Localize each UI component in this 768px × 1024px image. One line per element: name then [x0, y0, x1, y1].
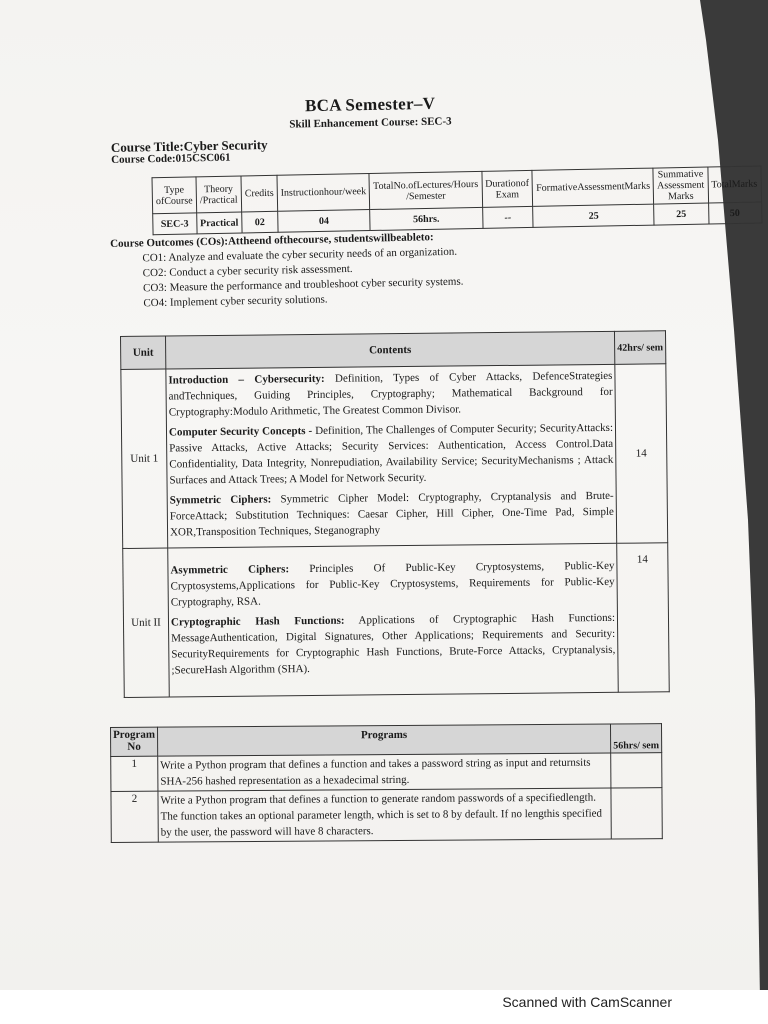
topic-title: Symmetric Ciphers:: [169, 493, 272, 507]
program-no-header: Program No: [111, 727, 158, 756]
topic-text: Symmetric Cipher Model: Cryptography, Cryptanalysis and Brute-ForceAttack; Substitution Techniques: Caesar Cipher, Hill Cipher, One-Time Pad, Simple XOR,Transposition Techniques, Steganography: [169, 489, 614, 539]
table-row: [111, 753, 662, 792]
topic-text: Principles Of Public-Key Cryptosystems, Public-Key Cryptosystems,Applications for Public-Key Cryptosystems, Requirements for Public-Key Cryptography, RSA.: [170, 559, 615, 609]
topic-title: Asymmetric Ciphers:: [170, 563, 290, 577]
topic-title: Introduction – Cybersecurity:: [168, 372, 325, 387]
program-text: Write a Python program that defines a function and takes a password string as input and returnsits SHA-256 hashed representation as a hexadecimal string.: [158, 753, 611, 791]
programs-table: [110, 723, 663, 843]
program-text: Write a Python program that defines a function to generate random passwords of a specifiedlength. The function takes an optional parameter length, which is set to 8 by default. If no lengthis specified by the user, the password will have 8 characters.: [158, 788, 611, 842]
unit-column-header: Unit: [121, 336, 166, 369]
topic-paragraph: [171, 610, 616, 679]
meta-value-cell: Practical: [196, 212, 242, 234]
meta-header-cell: Instructionhour/week: [277, 174, 370, 212]
meta-header-cell: Theory /Practical: [196, 176, 242, 213]
scan-footer: [0, 990, 768, 1024]
programs-column-header: Programs: [158, 724, 611, 756]
topic-paragraph: [170, 558, 614, 611]
table-row: [111, 788, 662, 843]
topic-paragraph: [168, 368, 612, 421]
meta-value-cell: 25: [654, 203, 709, 225]
table-row: [121, 364, 668, 549]
topic-text: Definition, Types of Cyber Attacks, DefenceStrategies andTechniques, Guiding Principles, Cryptography; Mathematical Background for Cryptography:Modulo Arithmetic, The Greatest Common Divisor.: [168, 369, 613, 419]
topic-title: Computer Security Concepts -: [168, 424, 313, 439]
outcome-item: CO4: Implement cyber security solutions.: [143, 293, 328, 310]
course-meta-table: [151, 166, 762, 236]
meta-value-cell: --: [482, 206, 533, 228]
topic-title: Cryptographic Hash Functions:: [170, 614, 345, 629]
course-title: Course Title:Cyber Security: [110, 136, 268, 155]
program-number: 1: [111, 756, 158, 791]
meta-header-cell: Summative Assessment Marks: [653, 167, 708, 204]
unit-contents: [168, 543, 619, 697]
course-code: Course Code:015CSC061: [111, 151, 231, 166]
program-number: 2: [111, 791, 158, 842]
meta-value-cell: SEC-3: [153, 213, 197, 235]
programs-section: [110, 723, 663, 843]
programs-header-row: [111, 724, 662, 757]
topic-text: Applications of Cryptographic Hash Functions: MessageAuthentication, Digital Signatures, Other Applications; Requirements and Security: SecurityRequirements for Cryptographic Hash Functions, Brute-Force Attacks, Cryptanalysis, ;SecureHash Algorithm (SHA).: [171, 611, 616, 677]
unit-contents: [166, 364, 617, 548]
contents-column-header: Contents: [166, 331, 615, 369]
units-table: [120, 330, 670, 698]
unit-hours: 14: [615, 364, 668, 544]
table-row: [123, 543, 670, 698]
meta-header-cell: FormativeAssessmentMarks: [532, 168, 654, 206]
semester-title: BCA Semester–V: [304, 93, 436, 116]
units-section: [120, 330, 670, 698]
meta-value-cell: 50: [708, 202, 761, 224]
outcome-item: CO1: Analyze and evaluate the cyber security needs of an organization.: [142, 245, 458, 265]
meta-header-cell: Type ofCourse: [152, 177, 196, 214]
program-hours-cell: [611, 753, 662, 788]
meta-header-cell: TotalMarks: [707, 166, 761, 203]
document-header: [110, 90, 758, 230]
meta-value-cell: 04: [278, 210, 371, 233]
course-category: Skill Enhancement Course: SEC-3: [289, 115, 452, 131]
unit-name: Unit II: [123, 548, 170, 697]
outcome-item: CO3: Measure the performance and troubleshoot cyber security systems.: [142, 275, 464, 295]
program-hours-cell: [611, 788, 662, 839]
outcomes-heading: Course Outcomes (COs):Attheend ofthecourse, studentswillbeableto:: [110, 231, 434, 250]
hours-column-header: 42hrs/ sem: [614, 331, 665, 365]
meta-header-cell: Durationof Exam: [481, 170, 533, 207]
meta-header-cell: TotalNo.ofLectures/Hours /Semester: [369, 171, 482, 209]
unit-name: Unit 1: [121, 369, 168, 548]
course-outcomes: [110, 227, 631, 310]
outcome-item: CO2: Conduct a cyber security risk assessment.: [142, 262, 353, 280]
meta-header-cell: Credits: [241, 175, 278, 212]
meta-value-cell: 02: [242, 211, 278, 233]
camscanner-watermark: Scanned with CamScanner: [502, 994, 672, 1010]
topic-paragraph: [170, 488, 614, 541]
meta-value-cell: 25: [533, 204, 654, 227]
meta-value-cell: 56hrs.: [370, 207, 482, 230]
program-hours-header: 56hrs/ sem: [610, 724, 661, 753]
topic-text: Definition, The Challenges of Computer Security; SecurityAttacks: Passive Attacks, Active Attacks; Security Services: Authentication, Access Control.Data Confidentiality, Data Integrity, Nonrepudiation, Availability Service; SecurityMechanisms ; Attack Surfaces and Attack Trees; A Model for Network Security.: [169, 421, 614, 487]
topic-paragraph: [169, 420, 614, 489]
unit-hours: 14: [617, 543, 670, 693]
